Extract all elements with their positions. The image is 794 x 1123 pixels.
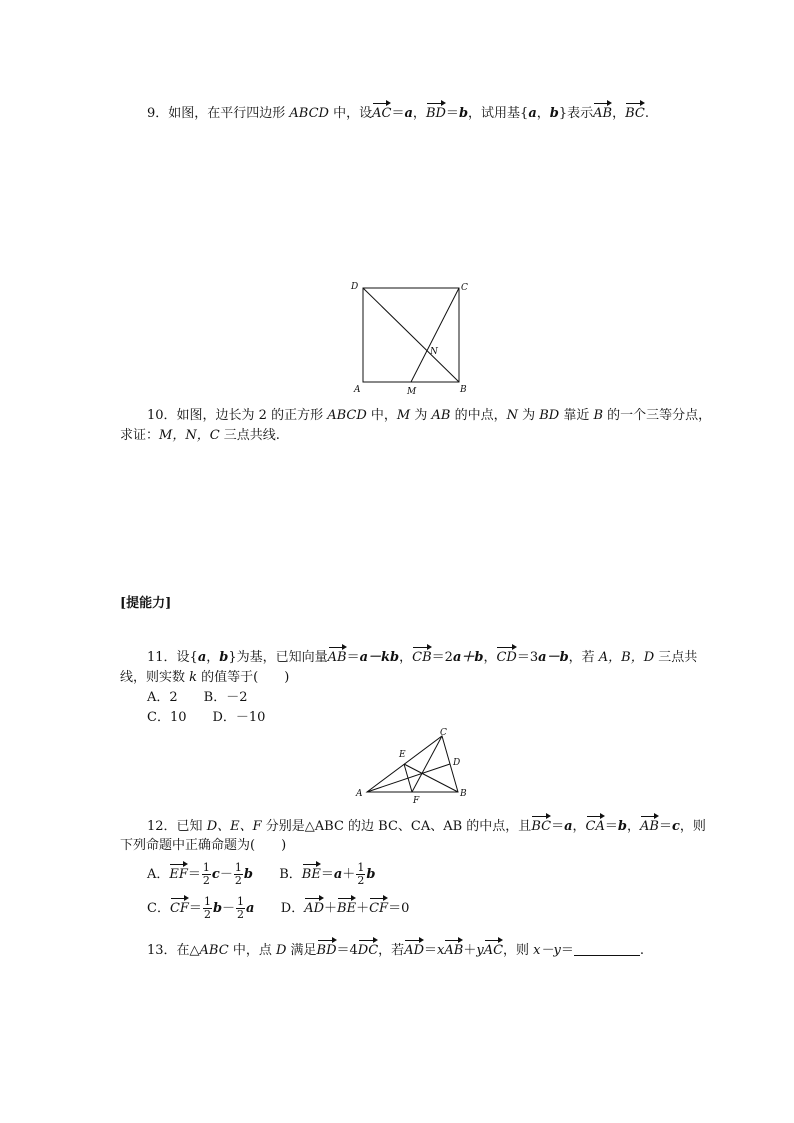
question-11: 11．设{a，b}为基，已知向量AB＝a－kb，CB＝2a＋b，CD＝3a－b，若 A，B，D 三点共 [147, 645, 697, 668]
label-a: A [354, 385, 361, 395]
label-d: D [453, 758, 461, 768]
label-e: E [399, 750, 406, 760]
question-11-line2: 线，则实数 k 的值等于( ) [120, 670, 290, 685]
question-12: 12．已知 D、E、F 分别是△ABC 的边 BC、CA、AB 的中点，且BC＝a，CA＝b，AB＝c，则 [147, 814, 706, 837]
question-9: 9．如图，在平行四边形 ABCD 中，设AC＝a，BD＝b，试用基{a，b}表示AB，BC. [147, 101, 649, 124]
segment-mc [411, 288, 459, 382]
median-cf [412, 736, 442, 792]
segment-ef [404, 764, 412, 792]
square-figure [345, 278, 475, 398]
label-n: N [430, 347, 438, 357]
question-13: 13．在△ABC 中，点 D 满足BD＝4DC，若AD＝xAB＋yAC，则 x－y＝ . [147, 938, 644, 961]
section-heading: [提能力] [120, 596, 172, 611]
vector-ac: AC [372, 101, 391, 121]
answer-blank[interactable] [574, 941, 640, 956]
label-c: C [461, 283, 468, 293]
vector-bc: BC [625, 101, 645, 121]
label-b: B [460, 789, 467, 799]
q9-number: 9． [147, 106, 169, 121]
question-12-options-ab: A．EF＝ $\frac{1}{2}$ c－ $\frac{1}{2}$ b B．BE＝a＋ $\frac{1}{2}$ b [147, 861, 376, 887]
diagonal-db [363, 288, 459, 382]
vector-ab: AB [593, 101, 612, 121]
label-m: M [407, 387, 417, 397]
question-10-line2: 求证：M，N，C 三点共线. [120, 428, 280, 443]
label-b: B [460, 385, 467, 395]
question-11-options-ab: A．2 B．－2 [147, 690, 248, 705]
label-a: A [356, 789, 363, 799]
question-12-line2: 下列命题中正确命题为( ) [120, 838, 287, 853]
triangle-abc [367, 736, 461, 792]
triangle-figure [352, 726, 477, 808]
question-10: 10．如图，边长为 2 的正方形 ABCD 中，M 为 AB 的中点，N 为 BD 靠近 B 的一个三等分点， [147, 408, 712, 423]
median-be [404, 764, 458, 792]
question-12-options-cd: C．CF＝ $\frac{1}{2}$ b－ $\frac{1}{2}$ a D．AD＋BE＋CF＝0 [147, 895, 410, 921]
label-d: D [351, 282, 359, 292]
question-11-options-cd: C．10 D．－10 [147, 710, 266, 725]
label-f: F [413, 796, 420, 806]
label-c: C [440, 728, 447, 738]
vector-bd: BD [426, 101, 446, 121]
